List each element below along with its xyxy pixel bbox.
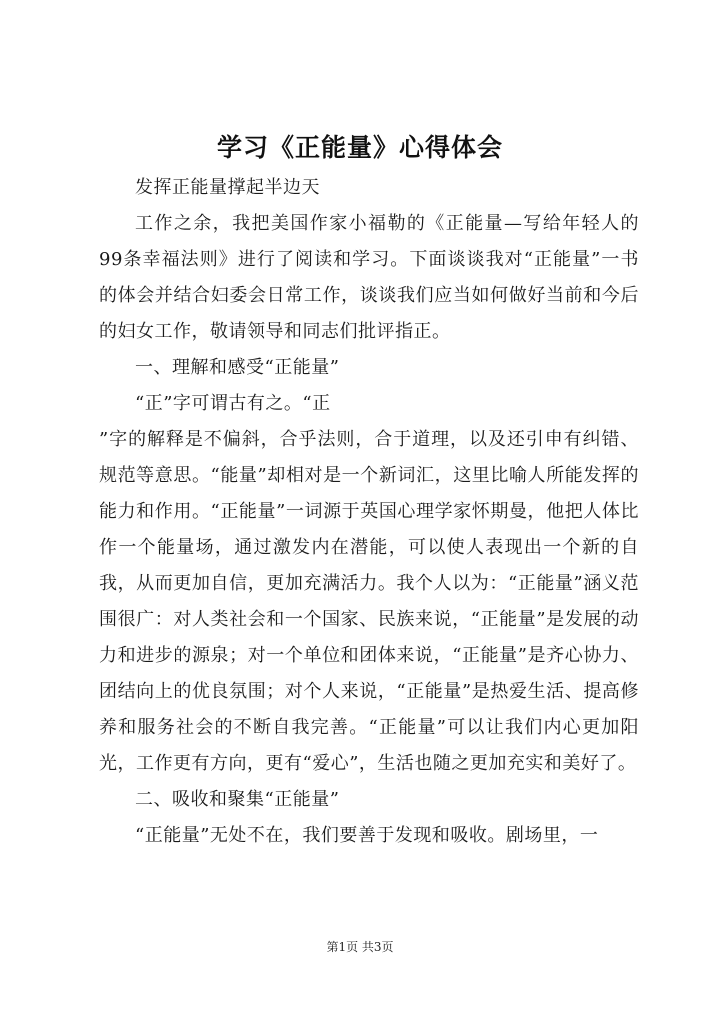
paragraph: “正能量”无处不在，我们要善于发现和吸收。剧场里，一	[135, 825, 599, 846]
paragraph: ”字的解释是不偏斜，合乎法则，合于道理，以及还引申有纠错、规范等意思。“能量”却相对是一个新词汇，这里比喻人所能发挥的能力和作用。“正能量”一词源于英国心理学家怀期曼，他把人体比作一个能量场，通过激发内在潜能，可以使人表现出一个新的自我，从而更加自信，更加充满活力。我个人以为：“正能量”涵义范围很广：对人类社会和一个国家、民族来说，“正能量”是发展的动力和进步的源泉；对一个单位和团体来说，“正能量”是齐心协力、团结向上的优良氛围；对个人来说，“正能量”是热爱生活、提高修养和服务社会的不断自我完善。“正能量”可以让我们内心更加阳光，工作更有方向，更有“爱心”，生活也随之更加充实和美好了。	[99, 429, 639, 774]
page-title: 学习《正能量》心得体会	[216, 133, 503, 162]
paragraph-subtitle: 发挥正能量撑起半边天	[135, 177, 320, 198]
section-heading: 二、吸收和聚集“正能量”	[135, 789, 340, 810]
document-body	[99, 170, 639, 854]
page-footer: 第1页 共3页	[326, 940, 394, 954]
paragraph: 工作之余，我把美国作家小福勒的《正能量—写给年轻人的99条幸福法则》进行了阅读和学习。下面谈谈我对“正能量”一书的体会并结合妇委会日常工作，谈谈我们应当如何做好当前和今后的妇女工作，敬请领导和同志们批评指正。	[99, 213, 639, 342]
section-heading: 一、理解和感受“正能量”	[135, 357, 340, 378]
paragraph: “正”字可谓古有之。“正	[135, 393, 331, 414]
